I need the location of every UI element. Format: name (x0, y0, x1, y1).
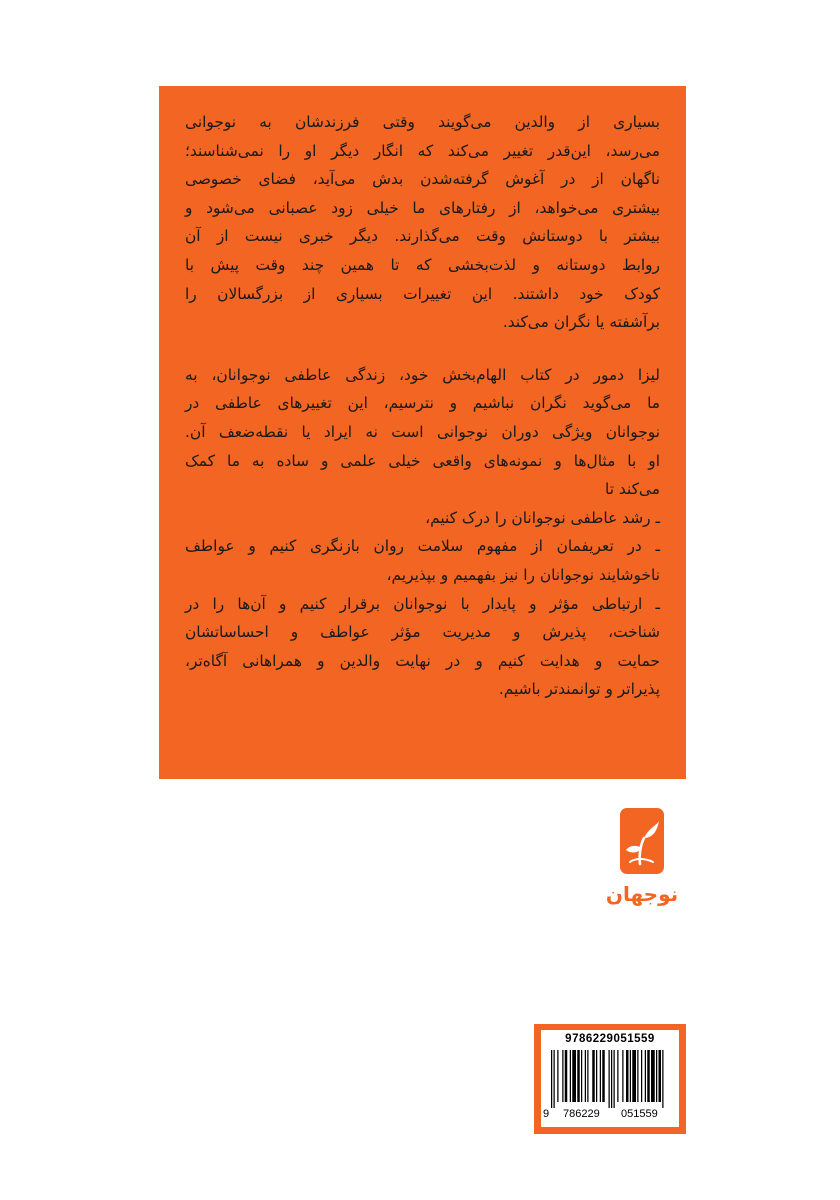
barcode-bar (600, 1050, 601, 1102)
barcode-bar (632, 1050, 636, 1102)
text-line: بسیاری از والدین می‌گویند وقتی فرزندشان به نوجوانی (185, 113, 660, 131)
barcode-bar (581, 1050, 582, 1102)
barcode-bar (592, 1050, 595, 1102)
text-line: برآشفته یا نگران می‌کند. (502, 313, 660, 332)
text-line: شناخت، پذیرش و مدیریت مؤثر عواطف و احساساتشان (185, 623, 660, 642)
text-line: ناخوشایند نوجوانان را نیز بفهمیم و بپذیریم، (386, 565, 660, 584)
barcode-bar (659, 1050, 662, 1102)
text-line: نوجوانان ویژگی دوران نوجوانی است نه ایراد یا نقطه‌ضعف آن. (185, 422, 660, 441)
barcode-digit-left: 9 (543, 1108, 550, 1120)
barcode-bar (617, 1050, 618, 1102)
publisher-name: نوجهان (605, 882, 679, 906)
text-line: بیشتر با دوستانش وقت می‌گذارند. دیگر خبری نیست از آن (185, 227, 660, 246)
description-panel (159, 86, 686, 779)
barcode-bar (637, 1050, 638, 1102)
barcode (541, 1030, 679, 1127)
barcode-bar (641, 1050, 642, 1102)
barcode-bars (549, 1050, 671, 1110)
barcode-bar (577, 1050, 580, 1102)
barcode-bar (656, 1050, 657, 1102)
barcode-bar (565, 1050, 568, 1102)
barcode-bar (609, 1050, 610, 1108)
bullet-line: ـ رشد عاطفی نوجوانان را درک کنیم، (425, 508, 660, 527)
barcode-bar (562, 1050, 563, 1102)
text-line: بیشتری می‌خواهد، از رفتارهای ما خیلی زود عصبانی می‌شود و (185, 198, 660, 217)
description-paragraph-2 (185, 361, 660, 704)
barcode-bar (647, 1050, 650, 1102)
sprout-icon (599, 806, 685, 880)
isbn-number: 9786229051559 (565, 1033, 655, 1045)
barcode-bar (596, 1050, 597, 1102)
barcode-bar (570, 1050, 571, 1102)
description-paragraph-1 (185, 108, 660, 337)
text-line: می‌کند تا (605, 480, 660, 499)
barcode-bar (626, 1050, 629, 1102)
barcode-bar (645, 1050, 646, 1102)
text-line: او با مثال‌ها و نمونه‌های واقعی خیلی علمی و ساده به ما کمک (185, 451, 660, 470)
barcode-bar (614, 1050, 615, 1108)
text-line: روابط دوستانه و لذت‌بخشی که تا همین چند وقت پیش با (185, 255, 660, 274)
barcode-bar (662, 1050, 663, 1108)
text-line: ما می‌گوید نگران نباشیم و نترسیم، این تغییرهای عاطفی در (185, 394, 660, 413)
barcode-bar (611, 1050, 612, 1108)
barcode-frame (534, 1024, 686, 1134)
barcode-bar (622, 1050, 623, 1102)
text-line: حمایت و هدایت کنیم و در نهایت والدین و همراهانی آگاه‌تر، (185, 651, 660, 670)
text-line: پذیراتر و توانمندتر باشیم. (498, 680, 660, 699)
barcode-bar (557, 1050, 558, 1102)
text-line: ناگهان از در آغوش گرفته‌شدن بدش می‌آید، فضای خصوصی (185, 170, 660, 189)
barcode-bar (651, 1050, 655, 1102)
bullet-line: ـ در تعریفمان از مفهوم سلامت روان بازنگری کنیم و عواطف (185, 537, 660, 556)
barcode-bar (630, 1050, 631, 1102)
barcode-digits-right: 051559 (621, 1108, 658, 1120)
barcode-digits-middle: 786229 (563, 1108, 600, 1120)
barcode-bar (572, 1050, 576, 1102)
publisher-logo (599, 806, 685, 911)
text-line: لیزا دمور در کتاب الهام‌بخش خود، زندگی عاطفی نوجوانان، به (185, 365, 660, 384)
barcode-bar (585, 1050, 586, 1102)
paragraph-gap (185, 337, 660, 361)
text-line: کودک خود داشتند. این تغییرات بسیاری از بزرگسالان را (185, 284, 660, 303)
bullet-line: ـ ارتباطی مؤثر و پایدار با نوجوانان برقرار کنیم و آن‌ها را در (185, 594, 660, 613)
text-line: می‌رسد، این‌قدر تغییر می‌کند که انگار دیگر او را نمی‌شناسند؛ (185, 141, 660, 160)
barcode-bar (554, 1050, 555, 1108)
barcode-bar (551, 1050, 552, 1108)
barcode-bar (602, 1050, 605, 1102)
barcode-bar (587, 1050, 588, 1102)
